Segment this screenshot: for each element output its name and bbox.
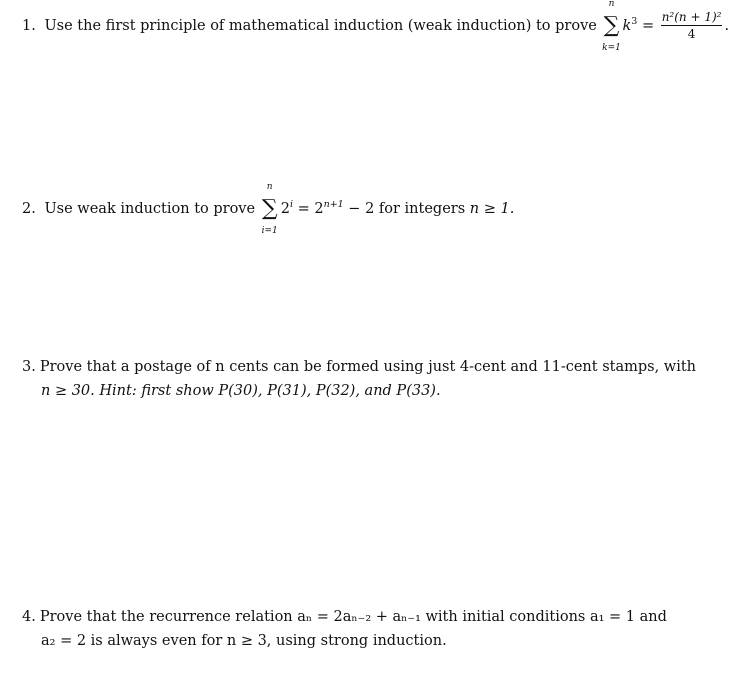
problem-1-frac-denominator: 4 (687, 27, 696, 42)
problem-2-number: 2. (22, 200, 36, 217)
problem-2-rhs-tail: − 2 for integers (343, 200, 470, 217)
problem-1-frac-numerator: n²(n + 1)² (661, 10, 722, 25)
problem-2 (22, 181, 515, 236)
problem-2-condition: n ≥ 1. (469, 200, 515, 217)
problem-3-line-2 (22, 379, 696, 403)
problem-2-rhs-exp: n+1 (323, 199, 344, 210)
problem-1-end: . (724, 17, 729, 34)
problem-4-text-2: a₂ = 2 is always even for n ≥ 3, using strong induction. (41, 633, 447, 649)
problem-1-equals: = (641, 17, 655, 34)
problem-2-text: Use weak induction to prove (44, 200, 256, 217)
problem-3-text: Prove that a postage of n cents can be formed using just 4-cent and 11-cent stamps, with (39, 359, 697, 375)
problem-2-rhs: = 2 (297, 200, 324, 217)
problem-3-line-1 (22, 355, 696, 379)
problem-1-sum-var: k (622, 17, 632, 34)
problem-2-summation (261, 181, 279, 236)
problem-4-line-1 (22, 605, 667, 629)
problem-3-hint: Hint: first show P(30), P(31), P(32), and P(33). (99, 383, 441, 399)
problem-1-fraction (661, 10, 723, 41)
problem-3-number: 3. (22, 359, 36, 375)
problem-1-sum-exp: 3 (631, 16, 638, 27)
problem-4 (22, 605, 667, 653)
sigma-symbol: ∑ (261, 195, 278, 221)
sigma-symbol: ∑ (603, 12, 620, 38)
problem-3 (22, 355, 696, 403)
problem-2-sum-upper: n (266, 181, 273, 192)
problem-4-line-2 (22, 629, 667, 653)
problem-4-number: 4. (22, 609, 36, 625)
problem-2-base-exp: i (289, 199, 293, 210)
problem-2-sum-lower: i=1 (261, 225, 278, 236)
problem-1 (22, 0, 729, 53)
problem-1-sum-lower: k=1 (602, 42, 621, 53)
problem-4-text: Prove that the recurrence relation aₙ = 2aₙ₋₂ + aₙ₋₁ with initial conditions a₁ = 1 and (39, 609, 667, 625)
problem-1-summation (602, 0, 621, 53)
problem-3-condition: n ≥ 30. (41, 383, 95, 399)
problem-1-text: Use the first principle of mathematical induction (weak induction) to prove (44, 17, 597, 34)
problem-1-sum-upper: n (608, 0, 615, 9)
problem-1-number: 1. (22, 17, 36, 34)
problem-2-base: 2 (280, 200, 290, 217)
